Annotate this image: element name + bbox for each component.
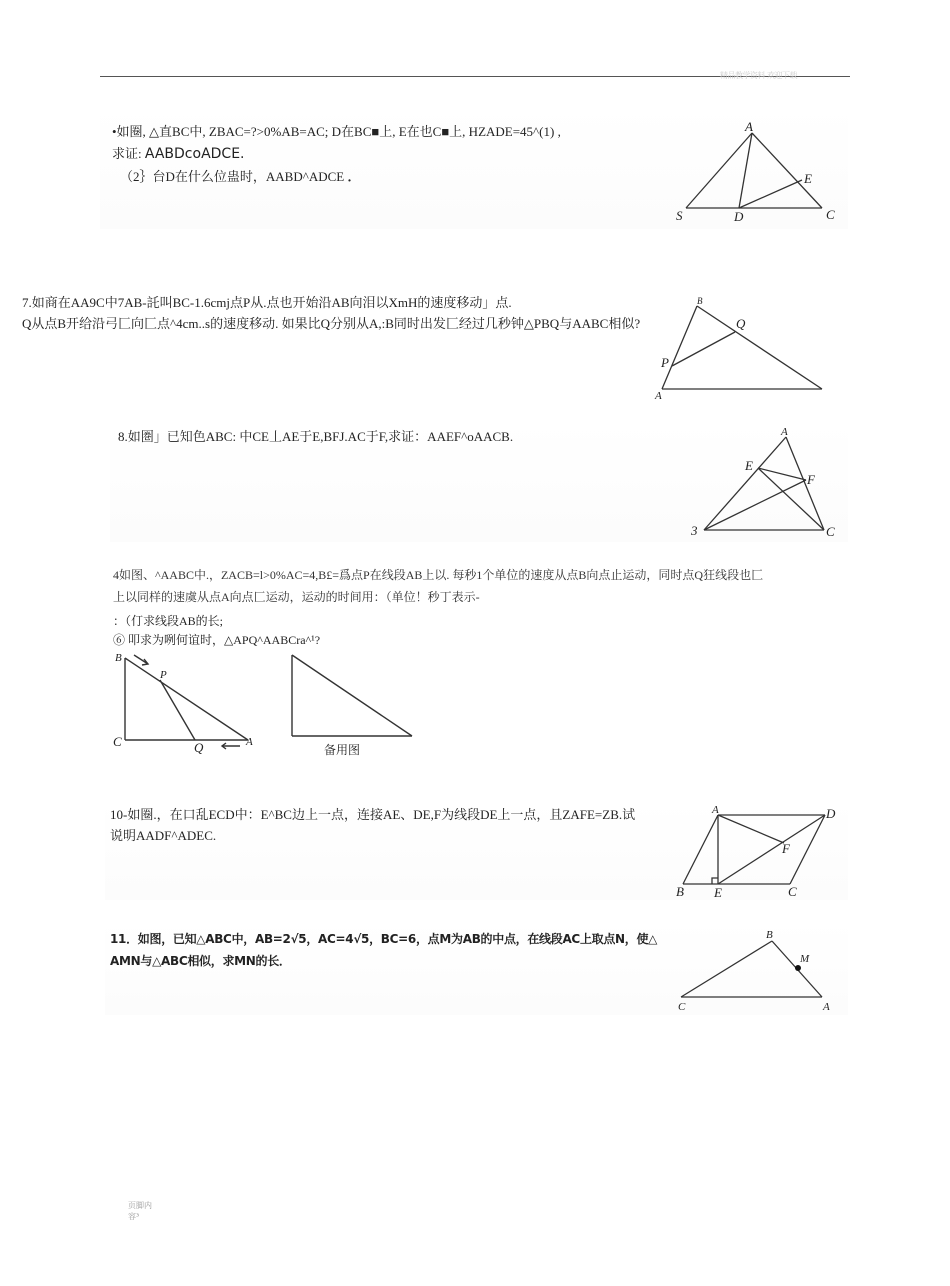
fig7-label-b: B: [697, 296, 703, 306]
fig7-label-q: Q: [736, 316, 746, 331]
question-9-line-1: 4如图、^AABC中.，ZACB=l>0%AC=4,B£=爲点P在线段AB上以. 每秒1个单位的速度从点B向点止运动，同时点Q狂线段也匚: [113, 568, 764, 582]
fig10-label-f: F: [782, 841, 790, 856]
question-6-statement: AABDcoADCE.: [144, 146, 245, 162]
fig9-label-a: A: [246, 736, 253, 748]
question-7-line-2: Q从点B开给沿弓匚向匚点^4cm..s的速度移动. 如果比Q分别从A,:B同时出发匚经过几秒钟△PBQ与AABC相似?: [22, 316, 641, 331]
fig6-label-d: D: [734, 209, 744, 224]
fig6-label-e: E: [804, 171, 812, 186]
question-11-line-1: 11．如图，已知△ABC中，AB=2√5，AC=4√5，BC=6，点M为AB的中点，在线段AC上取点N，使△: [110, 932, 658, 946]
question-10-line-1: 10-如圈.，在口乱ECD中：E^BC边上一点，连接AE、DE,F为线段DE上一点，且ZAFE=ZB.试: [110, 807, 636, 822]
question-6-line-1: •如圈, △直BC中, ZBAC=?>0%AB=AC; D在BC■上, E在也C■上, HZADE=45^(1) ,: [112, 124, 561, 139]
spare-figure-caption: 备用图: [324, 743, 361, 757]
fig7-label-p: P: [661, 355, 669, 370]
question-7-line-1: 7.如商在AA9C中7AB-託叫BC-1.6cmj点P从.点也开始沿AB向泪以XmH的速度移动」点.: [22, 295, 512, 310]
fig8-label-c: C: [826, 524, 835, 539]
page-footer: [128, 1200, 152, 1222]
fig7-label-a: A: [655, 390, 662, 402]
fig8-label-f: F: [807, 472, 815, 487]
fig6-label-s: S: [676, 208, 683, 223]
fig8-label-b: 3: [691, 523, 698, 538]
fig10-label-e: E: [714, 885, 722, 900]
question-10-line-2: 说明AADF^ADEC.: [110, 828, 217, 843]
question-11-line-2: AMN与△ABC相似，求MN的长．: [110, 954, 291, 968]
question-6-part-2: （2｝台D在什么位蛊时，AABD^ADCE: [120, 169, 345, 184]
footer-line-1: 页脚内: [128, 1201, 152, 1210]
fig10-label-a: A: [712, 804, 719, 816]
fig11-label-m: M: [800, 953, 810, 965]
fig11-label-a: A: [823, 1001, 830, 1013]
fig10-label-b: B: [676, 884, 684, 899]
fig8-label-a: A: [781, 426, 788, 438]
fig9-label-p: P: [160, 669, 167, 681]
fig9-label-b: B: [115, 652, 122, 664]
fig6-label-a: A: [745, 119, 753, 134]
question-8-line-1: 8.如圏」已知色ABC: 中CE丄AE于E,BFJ.AC于F,求证：AAEF^oAACB.: [118, 429, 514, 444]
question-9-part-2: ⑥ 叩求为咧何谊时，△APQ^AABCra^¹?: [113, 633, 321, 647]
question-9-line-2: 上以同样的速虞从点A向点匚运动，运动的时间用：（单位！秒丁表示-: [113, 590, 480, 604]
fig9-label-c: C: [113, 734, 122, 749]
question-6-end-mark: ．: [347, 169, 361, 184]
header-watermark: 精品教学资料 欢迎下载: [720, 71, 798, 80]
footer-line-2: 容³: [128, 1212, 140, 1221]
point-m-marker: [795, 965, 801, 971]
fig9-label-q: Q: [194, 740, 204, 755]
question-9-part-1: ：（仃求线段AB的长;: [113, 614, 224, 628]
fig6-label-c: C: [826, 207, 835, 222]
fig11-label-c: C: [678, 1001, 686, 1013]
fig10-label-c: C: [788, 884, 797, 899]
fig10-label-d: D: [826, 806, 836, 821]
fig8-label-e: E: [745, 458, 753, 473]
fig11-label-b: B: [766, 929, 773, 941]
question-6-prefix: 求证:: [112, 146, 142, 161]
